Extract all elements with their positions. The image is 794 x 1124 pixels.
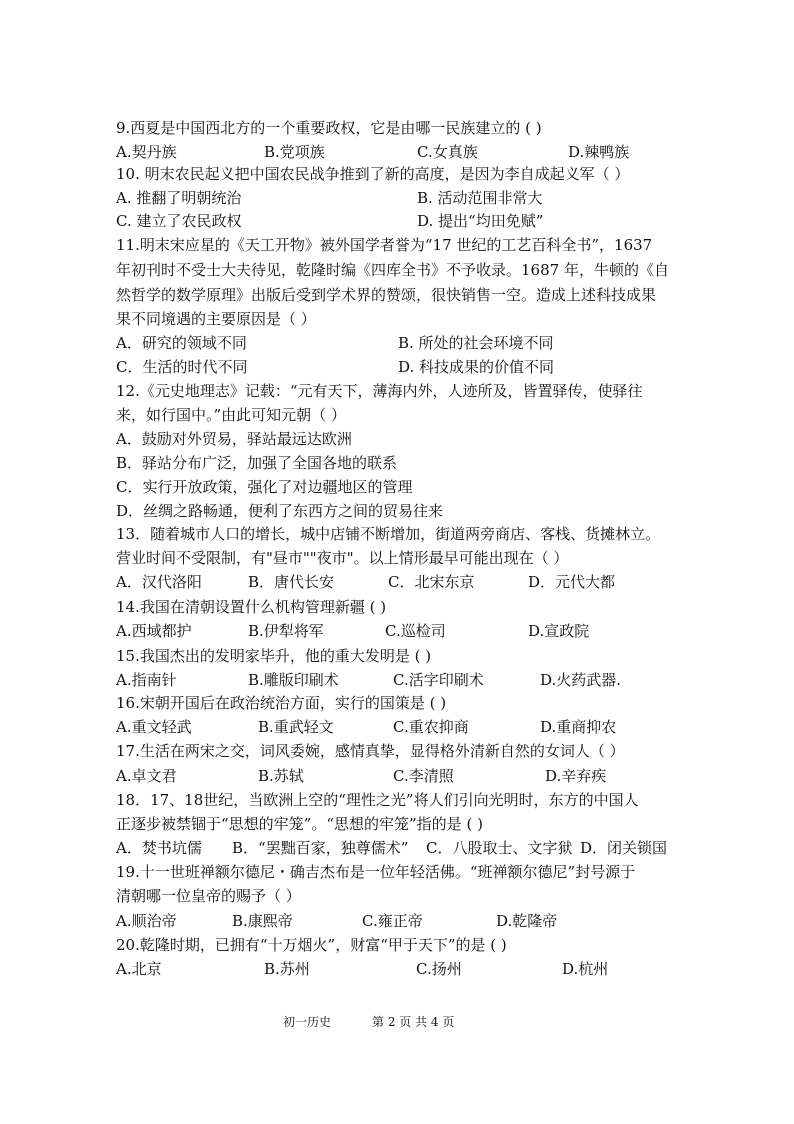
question-12-stem-1: 12.《元史地理志》记载：“元有天下，薄海内外，人迹所及，皆置驿传，使驿往 (116, 382, 643, 400)
question-13-option-a: A．汉代洛阳 (116, 573, 202, 591)
question-14-option-c: C.巡检司 (385, 622, 446, 640)
question-16-option-d: D.重商抑农 (540, 718, 617, 736)
question-14-option-a: A.西域都护 (116, 622, 192, 640)
footer-subject: 初一历史 (283, 1015, 332, 1029)
question-11-option-c: C．生活的时代不同 (116, 358, 248, 376)
question-12-option-d: D．丝绸之路畅通，便利了东西方之间的贸易往来 (116, 502, 444, 520)
question-11-stem-2: 年初刊时不受士大夫待见，乾隆时编《四库全书》不予收录。1687 年，牛顿的《自 (116, 261, 669, 279)
question-12-option-b: B．驿站分布广泛，加强了全国各地的联系 (116, 454, 398, 472)
footer-page-info: 第 2 页 共 4 页 (372, 1015, 455, 1029)
question-18-option-a: A．焚书坑儒 (116, 839, 202, 857)
question-16-stem: 16.宋朝开国后在政治统治方面，实行的国策是 ( ) (116, 694, 447, 712)
question-11-option-a: A．研究的领域不同 (116, 334, 247, 352)
question-13-stem-2: 营业时间不受限制，有"昼市""夜市"。以上情形最早可能出现在（ ） (116, 549, 569, 567)
question-11-option-d: D. 科技成果的价值不同 (398, 358, 555, 376)
question-16-option-c: C.重农抑商 (393, 718, 469, 736)
question-15-option-c: C.活字印刷术 (393, 671, 484, 689)
question-10-option-d: D. 提出“均田免赋” (417, 212, 544, 230)
question-13-option-c: C．北宋东京 (388, 573, 475, 591)
question-11-option-b: B. 所处的社会环境不同 (398, 334, 554, 352)
question-20-option-c: C.扬州 (416, 960, 462, 978)
question-19-option-c: C.雍正帝 (362, 912, 423, 930)
question-18-option-b: B．“罢黜百家，独尊儒术” (232, 839, 409, 857)
question-19-stem-1: 19.十一世班禅额尔德尼・确吉杰布是一位年轻活佛。“班禅额尔德尼”封号源于 (116, 863, 636, 881)
question-12-option-c: C．实行开放政策，强化了对边疆地区的管理 (116, 478, 413, 496)
question-19-stem-2: 清朝哪一位皇帝的赐予（ ） (116, 887, 301, 905)
question-15-option-b: B.雕版印刷术 (248, 671, 339, 689)
question-15-stem: 15.我国杰出的发明家毕升，他的重大发明是 ( ) (116, 647, 432, 665)
question-14-stem: 14.我国在清朝设置什么机构管理新疆 ( ) (116, 598, 387, 616)
question-11-stem-1: 11.明末宋应星的《天工开物》被外国学者誉为“17 世纪的工艺百科全书”，1637 (116, 236, 653, 254)
question-17-option-c: C.李清照 (393, 767, 454, 785)
question-14-option-d: D.宣政院 (528, 622, 590, 640)
question-10-option-a: A. 推翻了明朝统治 (116, 189, 242, 207)
question-10-option-b: B. 活动范围非常大 (417, 189, 543, 207)
question-13-option-b: B．唐代长安 (248, 573, 335, 591)
question-12-stem-2: 来，如行国中。”由此可知元朝（ ） (116, 406, 346, 424)
question-13-stem-1: 13．随着城市人口的增长，城中店铺不断增加，街道两旁商店、客栈、货摊林立。 (116, 525, 661, 543)
question-20-option-d: D.杭州 (562, 960, 609, 978)
question-17-stem: 17.生活在两宋之交，词风委婉，感情真挚，显得格外清新自然的女词人（ ） (116, 742, 625, 760)
question-10-option-c: C. 建立了农民政权 (116, 212, 242, 230)
question-15-option-a: A.指南针 (116, 671, 177, 689)
question-13-option-d: D．元代大都 (528, 573, 616, 591)
question-16-option-b: B.重武轻文 (258, 718, 334, 736)
question-15-option-d: D.火药武器. (540, 671, 622, 689)
question-9-option-c: C.女真族 (417, 143, 478, 161)
question-18-stem-2: 正逐步被禁锢于“思想的牢笼”。“思想的牢笼”指的是 ( ) (116, 815, 483, 833)
question-14-option-b: B.伊犁将军 (248, 622, 324, 640)
question-20-option-b: B.苏州 (264, 960, 310, 978)
question-18-stem-1: 18．17、18世纪，当欧洲上空的“理性之光”将人们引向光明时，东方的中国人 (116, 791, 639, 809)
question-20-stem: 20.乾隆时期，已拥有“十万烟火”，财富“甲于天下”的是 ( ) (116, 936, 507, 954)
question-11-stem-4: 果不同境遇的主要原因是（ ） (116, 310, 316, 328)
question-16-option-a: A.重文轻武 (116, 718, 192, 736)
question-20-option-a: A.北京 (116, 960, 162, 978)
question-18-option-d: D．闭关锁国 (580, 839, 668, 857)
question-9-option-b: B.党项族 (264, 143, 325, 161)
question-17-option-b: B.苏轼 (258, 767, 304, 785)
question-9-option-d: D.辣鸭族 (568, 143, 630, 161)
question-19-option-a: A.顺治帝 (116, 912, 177, 930)
question-17-option-d: D.辛弃疾 (545, 767, 607, 785)
question-9-option-a: A.契丹族 (116, 143, 177, 161)
question-10-stem: 10. 明末农民起义把中国农民战争推到了新的高度，是因为李自成起义军（ ） (116, 165, 630, 183)
question-19-option-d: D.乾隆帝 (496, 912, 558, 930)
question-18-option-c: C．八股取士、文字狱 (426, 839, 573, 857)
question-17-option-a: A.卓文君 (116, 767, 177, 785)
question-11-stem-3: 然哲学的数学原理》出版后受到学术界的赞颂，很快销售一空。造成上述科技成果 (116, 286, 657, 304)
question-19-option-b: B.康熙帝 (232, 912, 293, 930)
question-12-option-a: A．鼓励对外贸易，驿站最远达欧洲 (116, 430, 352, 448)
question-9-stem: 9.西夏是中国西北方的一个重要政权，它是由哪一民族建立的 ( ) (116, 119, 542, 137)
